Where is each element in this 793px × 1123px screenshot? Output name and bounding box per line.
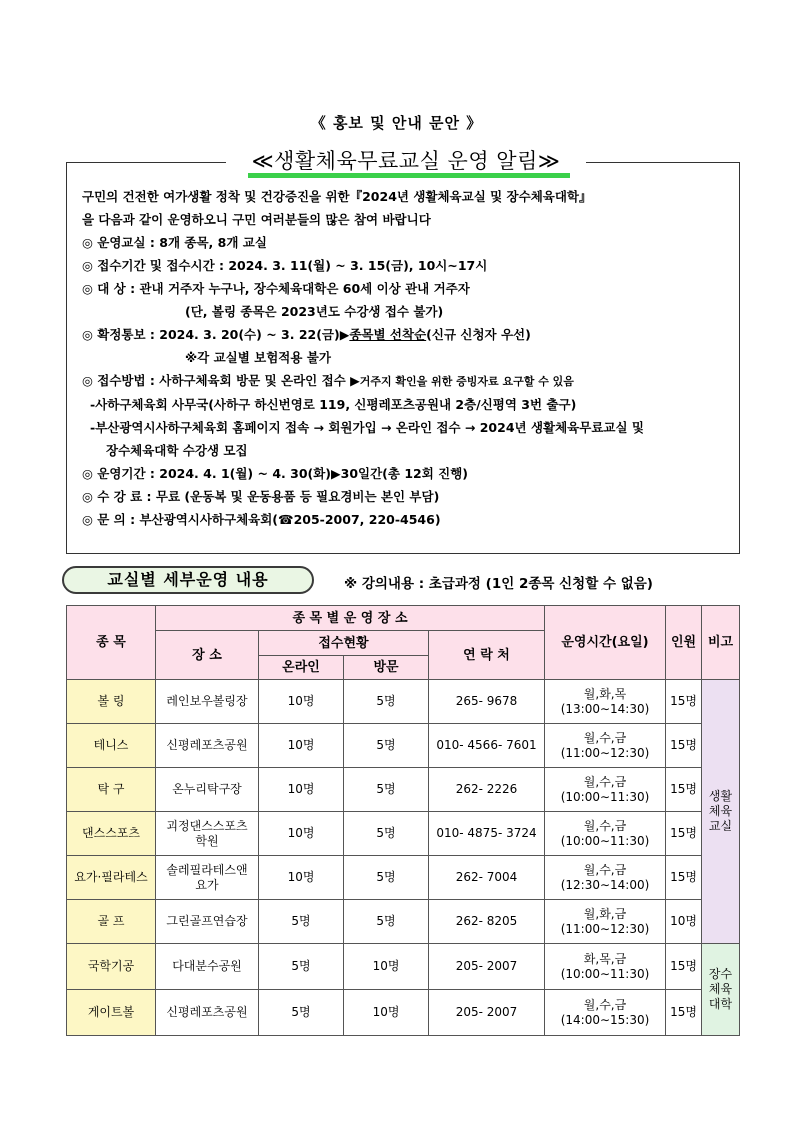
sport-name: 댄스스포츠	[67, 812, 156, 856]
contact-number: 262- 7004	[429, 856, 545, 900]
venue-name: 신평레포츠공원	[156, 990, 259, 1036]
method-online-cont: 장수체육대학 수강생 모집	[106, 443, 248, 458]
visit-count: 5명	[344, 900, 429, 944]
remark-senior-college: 장수 체육 대학	[702, 944, 740, 1036]
schedule-days: 화,목,금	[583, 951, 627, 966]
schedule	[545, 768, 666, 812]
sport-name: 골 프	[67, 900, 156, 944]
contact-number: 265- 9678	[429, 680, 545, 724]
intro-line-2: 을 다음과 같이 운영하오니 구민 여러분들의 많은 참여 바랍니다	[82, 212, 431, 227]
online-count: 10명	[259, 724, 344, 768]
schedule-days: 월,수,금	[583, 730, 627, 745]
schedule	[545, 812, 666, 856]
item-target-note: (단, 볼링 종목은 2023년도 수강생 접수 불가)	[185, 304, 444, 319]
schedule-time: (10:00∼11:30)	[560, 833, 650, 848]
schedule	[545, 724, 666, 768]
online-count: 10명	[259, 856, 344, 900]
table-row	[67, 724, 740, 768]
schedule	[545, 990, 666, 1036]
schedule-days: 월,화,목	[583, 686, 627, 701]
schedule-time: (10:00∼11:30)	[560, 789, 650, 804]
insurance-note: ※각 교실별 보험적용 불가	[185, 350, 331, 365]
online-count: 5명	[259, 944, 344, 990]
header-contact: 연 락 처	[429, 631, 545, 680]
online-count: 10명	[259, 768, 344, 812]
capacity: 15명	[666, 768, 702, 812]
item-confirmation: ◎ 확정통보 : 2024. 3. 20(수) ~ 3. 22(금)▶종목별 선착순(신규 신청자 우선)	[82, 327, 531, 342]
remark-living-sports: 생활 체육 교실	[702, 680, 740, 944]
header-schedule: 운영시간(요일)	[545, 606, 666, 680]
table-row	[67, 812, 740, 856]
visit-count: 10명	[344, 944, 429, 990]
schedule-days: 월,화,금	[583, 906, 627, 921]
schedule	[545, 900, 666, 944]
schedule-days: 월,수,금	[583, 818, 627, 833]
table-row	[67, 944, 740, 990]
schedule-days: 월,수,금	[583, 997, 627, 1012]
notice-title: ≪생활체육무료교실 운영 알림≫	[251, 149, 561, 173]
sport-name: 탁 구	[67, 768, 156, 812]
detail-table	[66, 605, 740, 1036]
notice-title-wrap	[226, 145, 586, 181]
visit-count: 5명	[344, 812, 429, 856]
venue-name: 솔레필라테스앤 요가	[156, 856, 259, 900]
residence-proof-note: 거주지 확인을 위한 증빙자료 요구할 수 있음	[359, 375, 574, 388]
section-note: ※ 강의내용 : 초급과정 (1인 2종목 신청할 수 없음)	[344, 576, 653, 592]
capacity: 15명	[666, 680, 702, 724]
schedule	[545, 856, 666, 900]
header-reception: 접수현황	[259, 631, 429, 656]
contact-number: 010- 4875- 3724	[429, 812, 545, 856]
pr-title: 《 홍보 및 안내 문안 》	[310, 114, 483, 132]
schedule-days: 월,수,금	[583, 774, 627, 789]
contact-number: 205- 2007	[429, 944, 545, 990]
section-title: 교실별 세부운영 내용	[62, 566, 314, 594]
visit-count: 5명	[344, 768, 429, 812]
venue-name: 신평레포츠공원	[156, 724, 259, 768]
item-target: ◎ 대 상 : 관내 거주자 누구나, 장수체육대학은 60세 이상 관내 거주자	[82, 281, 470, 296]
notice-body	[82, 185, 732, 531]
visit-count: 10명	[344, 990, 429, 1036]
item-classes: ◎ 운영교실 : 8개 종목, 8개 교실	[82, 235, 267, 250]
schedule-days: 월,수,금	[583, 862, 627, 877]
contact-number: 010- 4566- 7601	[429, 724, 545, 768]
online-count: 5명	[259, 900, 344, 944]
sport-name: 테니스	[67, 724, 156, 768]
table-row	[67, 900, 740, 944]
sport-name: 국학기공	[67, 944, 156, 990]
header-visit: 방문	[344, 656, 429, 680]
contact-number: 262- 2226	[429, 768, 545, 812]
online-count: 10명	[259, 680, 344, 724]
sport-name: 게이트볼	[67, 990, 156, 1036]
capacity: 15명	[666, 944, 702, 990]
item-fee: ◎ 수 강 료 : 무료 (운동복 및 운동용품 등 필요경비는 본인 부담)	[82, 489, 440, 504]
header-online: 온라인	[259, 656, 344, 680]
method-online: -부산광역시사하구체육회 홈페이지 접속 → 회원가입 → 온라인 접수 → 2024년 생활체육무료교실 및	[90, 420, 644, 435]
table-row	[67, 768, 740, 812]
venue-name: 그린골프연습장	[156, 900, 259, 944]
intro-line-1: 구민의 건전한 여가생활 정착 및 건강증진을 위한『2024년 생활체육교실 및 장수체육대학』	[82, 189, 592, 204]
item-inquiry: ◎ 문 의 : 부산광역시사하구체육회(☎205-2007, 220-4546)	[82, 512, 441, 527]
first-come-text: 종목별 선착순	[349, 327, 427, 342]
venue-name: 온누리탁구장	[156, 768, 259, 812]
capacity: 15명	[666, 812, 702, 856]
header-sport: 종 목	[67, 606, 156, 680]
item-period: ◎ 운영기간 : 2024. 4. 1(월) ~ 4. 30(화)▶30일간(총 12회 진행)	[82, 466, 469, 481]
method-office: -사하구체육회 사무국(사하구 하신번영로 119, 신평레포츠공원내 2층/신평역 3번 출구)	[90, 397, 577, 412]
visit-count: 5명	[344, 680, 429, 724]
schedule-time: (12:30∼14:00)	[560, 877, 650, 892]
visit-count: 5명	[344, 856, 429, 900]
item-method: ◎ 접수방법 : 사하구체육회 방문 및 온라인 접수 ▶거주지 확인을 위한 증빙자료 요구할 수 있음	[82, 373, 574, 388]
capacity: 15명	[666, 724, 702, 768]
capacity: 15명	[666, 856, 702, 900]
item-reception-period: ◎ 접수기간 및 접수시간 : 2024. 3. 11(월) ~ 3. 15(금), 10시∼17시	[82, 258, 488, 273]
header-capacity: 인원	[666, 606, 702, 680]
contact-number: 205- 2007	[429, 990, 545, 1036]
title-highlight	[248, 173, 570, 178]
capacity: 15명	[666, 990, 702, 1036]
contact-number: 262- 8205	[429, 900, 545, 944]
schedule-time: (10:00∼11:30)	[560, 966, 650, 981]
visit-count: 5명	[344, 724, 429, 768]
table-row	[67, 680, 740, 724]
schedule-time: (11:00∼12:30)	[560, 745, 650, 760]
sport-name: 볼 링	[67, 680, 156, 724]
schedule	[545, 944, 666, 990]
table-row	[67, 856, 740, 900]
schedule-time: (13:00∼14:30)	[560, 701, 650, 716]
header-venue-group: 종 목 별 운 영 장 소	[156, 606, 545, 631]
capacity: 10명	[666, 900, 702, 944]
venue-name: 레인보우볼링장	[156, 680, 259, 724]
table-row	[67, 990, 740, 1036]
sport-name: 요가·필라테스	[67, 856, 156, 900]
header-venue: 장 소	[156, 631, 259, 680]
header-remark: 비고	[702, 606, 740, 680]
schedule	[545, 680, 666, 724]
online-count: 10명	[259, 812, 344, 856]
venue-name: 괴정댄스스포츠 학원	[156, 812, 259, 856]
schedule-time: (14:00∼15:30)	[560, 1012, 650, 1027]
venue-name: 다대분수공원	[156, 944, 259, 990]
schedule-time: (11:00∼12:30)	[560, 921, 650, 936]
online-count: 5명	[259, 990, 344, 1036]
